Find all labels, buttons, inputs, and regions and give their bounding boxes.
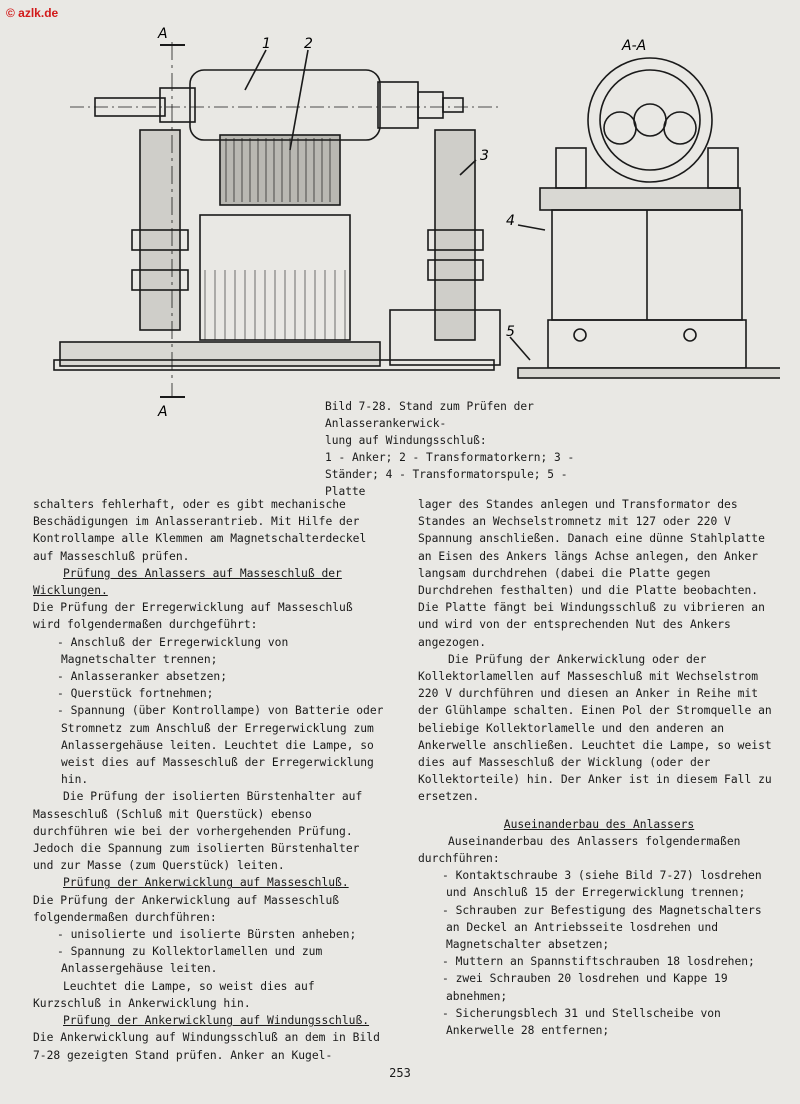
technical-drawing — [40, 20, 780, 420]
paragraph: Die Prüfung der Ankerwicklung oder der Kollektorlamellen auf Masseschluß mit Wechselstrom 220 V durchführen und diesen an Anker in Reihe mit der Glühlampe schalten. Einen Pol der Stromquelle an beliebige Kollektorlamelle und den anderen an Ankerwelle anschließen. Leuchtet die Lampe, so weist dies auf Masseschluß der Wicklung (oder der Kollektorteile) hin. Der Anker ist in diesem Fall zu ersetzen. — [418, 652, 772, 804]
right-column — [418, 496, 780, 1039]
section-label-top: A — [158, 26, 168, 42]
paragraph: Die Ankerwicklung auf Windungsschluß an dem in Bild 7-28 gezeigten Stand prüfen. Anker an Kugel- — [33, 1031, 380, 1062]
bullet-item: - Kontaktschraube 3 (siehe Bild 7-27) losdrehen und Anschluß 15 der Erregerwicklung trennen; — [442, 869, 762, 900]
section-heading: Auseinanderbau des Anlassers — [503, 817, 695, 831]
section-heading: Prüfung der Ankerwicklung auf Masseschluß. — [63, 876, 349, 890]
paragraph: Auseinanderbau des Anlassers folgendermaßen durchführen: — [418, 834, 741, 866]
paragraph: lager des Standes anlegen und Transformator des Standes an Wechselstromnetz mit 127 oder 220 V Spannung anschließen. Danach eine dünne Stahlplatte an Eisen des Ankers längs Achse anlegen, den Anker langsam durchdrehen (dabei die Platte gegen Durchdrehen festhalten) und die Platte beobachten. Die Platte fängt bei Windungsschluß zu vibrieren an und wird von der entsprechenden Nut des Ankers angezogen. — [418, 498, 765, 649]
bullet-item: - Anschluß der Erregerwicklung von Magnetschalter trennen; — [57, 635, 289, 666]
bullet-item: - Spannung zu Kollektorlamellen und zum Anlassergehäuse leiten. — [57, 945, 323, 976]
callout-4: 4 — [506, 213, 515, 229]
bullet-item: - Spannung (über Kontrollampe) von Batterie oder Stromnetz zum Anschluß der Erregerwicklung zum Anlassergehäuse leiten. Leuchtet die Lampe, so weist dies auf Masseschluß der Erregerwicklung hin. — [57, 704, 384, 787]
callout-2: 2 — [304, 36, 313, 52]
callout-5: 5 — [506, 324, 515, 340]
page-number: 253 — [389, 1066, 411, 1080]
paragraph: Die Prüfung der Ankerwicklung auf Masseschluß folgendermaßen durchführen: — [33, 893, 340, 924]
caption-title: Bild 7-28. Stand zum Prüfen der Anlasserankerwick- — [325, 400, 534, 430]
caption-line: lung auf Windungsschluß: — [325, 434, 487, 447]
paragraph-inline: Die Prüfung der Erregerwicklung auf Masseschluß wird folgendermaßen durchgeführt: — [33, 601, 353, 632]
paragraph: Die Prüfung der isolierten Bürstenhalter auf Masseschluß (Schluß mit Querstück) ebenso durchführen wie bei der vorhergehenden Prüfung. Jedoch die Spannung zum isolierten Bürstenhalter und zur Masse (zum Querstück) leiten. — [33, 790, 363, 873]
watermark: © azlk.de — [6, 6, 59, 20]
bullet-item: - Anlasseranker absetzen; — [57, 670, 228, 684]
bullet-item: - Querstück fortnehmen; — [57, 687, 214, 701]
test-stand-drawing — [40, 20, 780, 420]
callout-1: 1 — [262, 36, 271, 52]
bullet-item: - zwei Schrauben 20 losdrehen und Kappe 19 abnehmen; — [442, 972, 728, 1003]
bullet-item: - Muttern an Spannstiftschrauben 18 losdrehen; — [442, 955, 755, 969]
bullet-item: - unisolierte und isolierte Bürsten anheben; — [57, 928, 357, 942]
bullet-item: - Schrauben zur Befestigung des Magnetschalters an Deckel an Antriebsseite losdrehen und Magnetschalter absetzen; — [442, 903, 762, 952]
section-label-aa: A-A — [622, 38, 647, 54]
section-heading: Prüfung der Ankerwicklung auf Windungsschluß. — [63, 1014, 370, 1028]
section-label-bottom: A — [158, 404, 168, 420]
paragraph: schalters fehlerhaft, oder es gibt mechanische Beschädigungen im Anlasserantrieb. Mit Hilfe der Kontrollampe alle Klemmen am Magnetschalterdeckel auf Masseschluß prüfen. — [33, 498, 367, 563]
caption-line: Platte — [325, 485, 366, 498]
bullet-item: - Sicherungsblech 31 und Stellscheibe von Ankerwelle 28 entfernen; — [442, 1006, 721, 1038]
caption-line: 1 - Anker; 2 - Transformatorkern; 3 - — [325, 451, 575, 464]
callout-3: 3 — [480, 148, 489, 164]
caption-line: Ständer; 4 - Transformatorspule; 5 - — [325, 468, 568, 481]
figure-caption — [325, 398, 655, 500]
section-heading — [33, 565, 385, 634]
left-column — [33, 496, 385, 1064]
heading-text: Prüfung des Anlassers auf Masseschluß der Wicklungen. — [33, 566, 342, 598]
paragraph: Leuchtet die Lampe, so weist dies auf Kurzschluß in Ankerwicklung hin. — [33, 979, 315, 1010]
